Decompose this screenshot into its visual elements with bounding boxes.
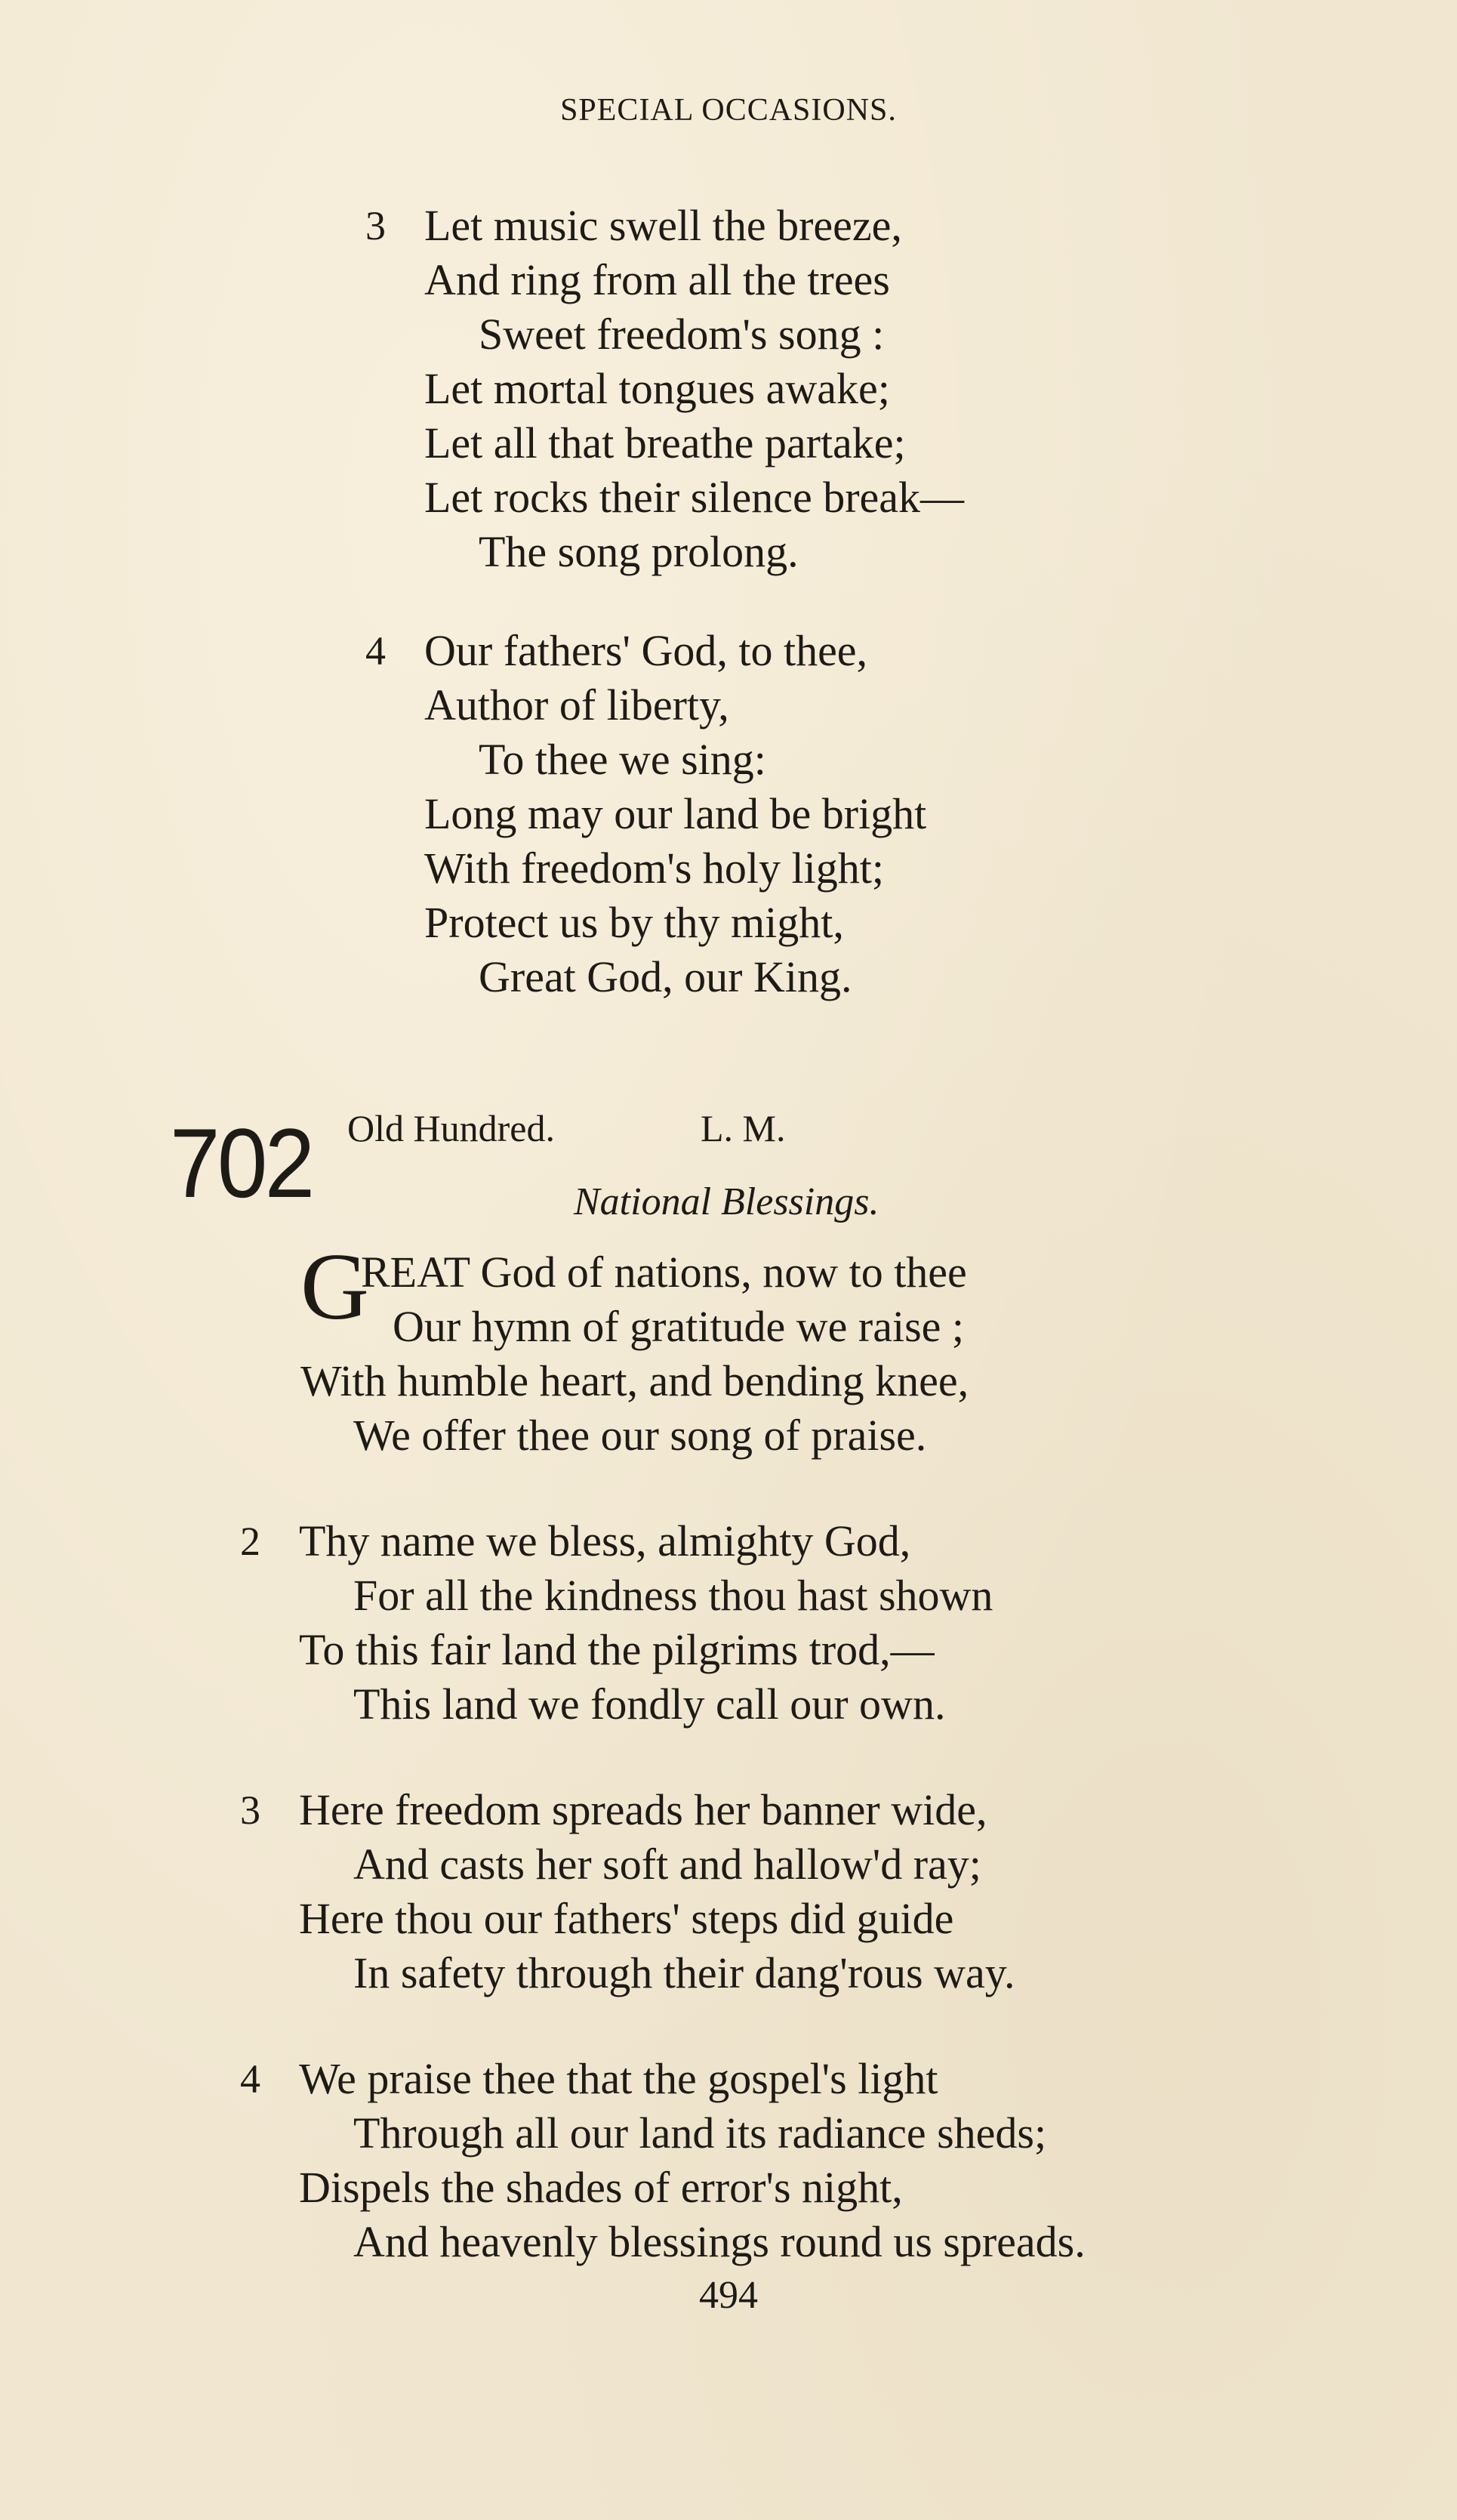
stanza-number: 3 [240,1787,260,1833]
verse-line: Protect us by thy might, [424,898,844,947]
stanza-number: 4 [240,2056,260,2102]
tune-name: Old Hundred. [347,1107,555,1149]
verse-line: Our fathers' God, to thee, [424,626,868,675]
verse-line: To this fair land the pilgrims trod,— [299,1625,935,1674]
verse-line: Author of liberty, [424,680,729,729]
verse-line: And ring from all the trees [424,255,890,304]
verse-line: Thy name we bless, almighty God, [299,1516,911,1565]
stanza-number: 2 [240,1519,260,1564]
verse-line: Let music swell the breeze, [424,201,902,250]
stanza-number: 4 [365,628,386,674]
verse-line: In safety through their dang'rous way. [353,1948,1015,1997]
verse-line: And heavenly blessings round us spreads. [353,2217,1086,2266]
verse-line: Dispels the shades of error's night, [299,2163,903,2212]
verse-line: Here freedom spreads her banner wide, [299,1785,987,1834]
page-number: 494 [699,2274,758,2317]
verse-line: To thee we sing: [479,735,766,784]
verse-line: With freedom's holy light; [424,844,884,893]
running-header: SPECIAL OCCASIONS. [560,93,897,128]
verse-line: Great God, our King. [479,952,852,1001]
verse-line: Let mortal tongues awake; [424,364,890,413]
hymn-number: 702 [170,1108,313,1218]
verse-line: Sweet freedom's song : [479,310,885,359]
verse-line: For all the kindness thou hast shown [353,1571,993,1620]
verse-line: Let all that breathe partake; [424,418,906,467]
meter: L. M. [701,1107,786,1149]
verse-line: With humble heart, and bending knee, [300,1356,969,1405]
verse-line: Long may our land be bright [424,789,927,838]
verse-line: And casts her soft and hallow'd ray; [353,1840,981,1889]
verse-line: REAT God of nations, now to thee [361,1248,967,1297]
stanza-number: 3 [365,203,386,248]
verse-line: The song prolong. [479,527,799,576]
verse-line: We offer thee our song of praise. [353,1411,927,1460]
verse-line: We praise thee that the gospel's light [299,2054,938,2103]
hymn-subject: National Blessings. [574,1180,879,1223]
verse-line: Here thou our fathers' steps did guide [299,1894,954,1943]
verse-line: Our hymn of gratitude we raise ; [393,1302,965,1351]
verse-line: Let rocks their silence break— [424,473,965,522]
verse-line: Through all our land its radiance sheds; [353,2108,1047,2158]
verse-line: This land we fondly call our own. [353,1679,946,1729]
drop-cap: G [300,1235,369,1340]
